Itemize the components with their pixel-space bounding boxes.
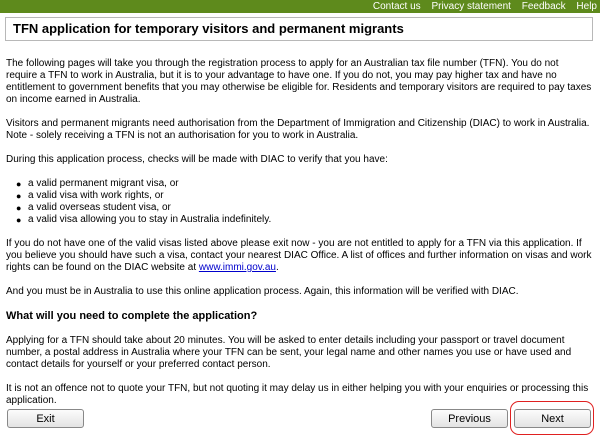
list-item [16, 214, 592, 226]
list-item-text: a valid visa allowing you to stay in Australia indefinitely. [28, 214, 272, 225]
next-button[interactable]: Next [514, 409, 591, 428]
top-nav-bar [0, 0, 600, 13]
page-title-box [5, 17, 593, 41]
offence-paragraph: It is not an offence not to quote your TFN, but not quoting it may delay us in either helping you with your enquiries or processing this application. [6, 383, 589, 406]
exit-button[interactable]: Exit [7, 409, 84, 428]
in-australia-paragraph: And you must be in Australia to use this online application process. Again, this information will be verified with DIAC. [6, 286, 519, 297]
bullet-icon: ● [16, 179, 22, 189]
no-visa-text-end: . [275, 262, 279, 273]
help-link[interactable]: Help [576, 1, 597, 12]
bullet-icon: ● [16, 215, 22, 225]
visa-list [6, 178, 592, 226]
main-content [6, 58, 592, 419]
feedback-link[interactable]: Feedback [521, 1, 566, 12]
authorisation-paragraph: Visitors and permanent migrants need authorisation from the Department of Immigration and Citizenship (DIAC) to work in Australia. Note - solely receiving a TFN is not an authorisation for you to work in Australia. [6, 118, 590, 141]
no-visa-paragraph [6, 238, 592, 274]
duration-paragraph: Applying for a TFN should take about 20 minutes. You will be asked to enter details including your passport or travel document number, a postal address in Australia where your TFN can be sent, your legal name and other names you use or have used and contact details for yourself or your preferred contact person. [6, 335, 572, 370]
page-title: TFN application for temporary visitors and permanent migrants [13, 21, 404, 36]
list-item-text: a valid permanent migrant visa, or [28, 178, 179, 189]
intro-paragraph: The following pages will take you through the registration process to apply for an Australian tax file number (TFN). You do not require a TFN to work in Australia, but it is to your advantage to have one. If you do not, you may pay higher tax and have no entitlement to government benefits that you may otherwise be eligible for. Residents and temporary visitors are required to pay taxes on income earned in Australia. [6, 58, 592, 105]
requirements-heading: What will you need to complete the application? [6, 310, 258, 322]
no-visa-text: If you do not have one of the valid visas listed above please exit now - you are not entitled to apply for a TFN via this application. If you believe you should have such a visa, contact your nearest DIAC Office. A list of offices and further information on visas and work rights can be found on the DIAC website at [6, 238, 592, 273]
checks-paragraph: During this application process, checks will be made with DIAC to verify that you have: [6, 154, 388, 165]
privacy-statement-link[interactable]: Privacy statement [431, 1, 511, 12]
bullet-icon: ● [16, 191, 22, 201]
list-item [16, 202, 592, 214]
list-item [16, 190, 592, 202]
list-item-text: a valid visa with work rights, or [28, 190, 164, 201]
list-item-text: a valid overseas student visa, or [28, 202, 171, 213]
top-nav-links [365, 0, 597, 13]
bullet-icon: ● [16, 203, 22, 213]
list-item [16, 178, 592, 190]
diac-website-link[interactable]: www.immi.gov.au [198, 262, 276, 273]
contact-us-link[interactable]: Contact us [372, 1, 421, 12]
previous-button[interactable]: Previous [431, 409, 508, 428]
